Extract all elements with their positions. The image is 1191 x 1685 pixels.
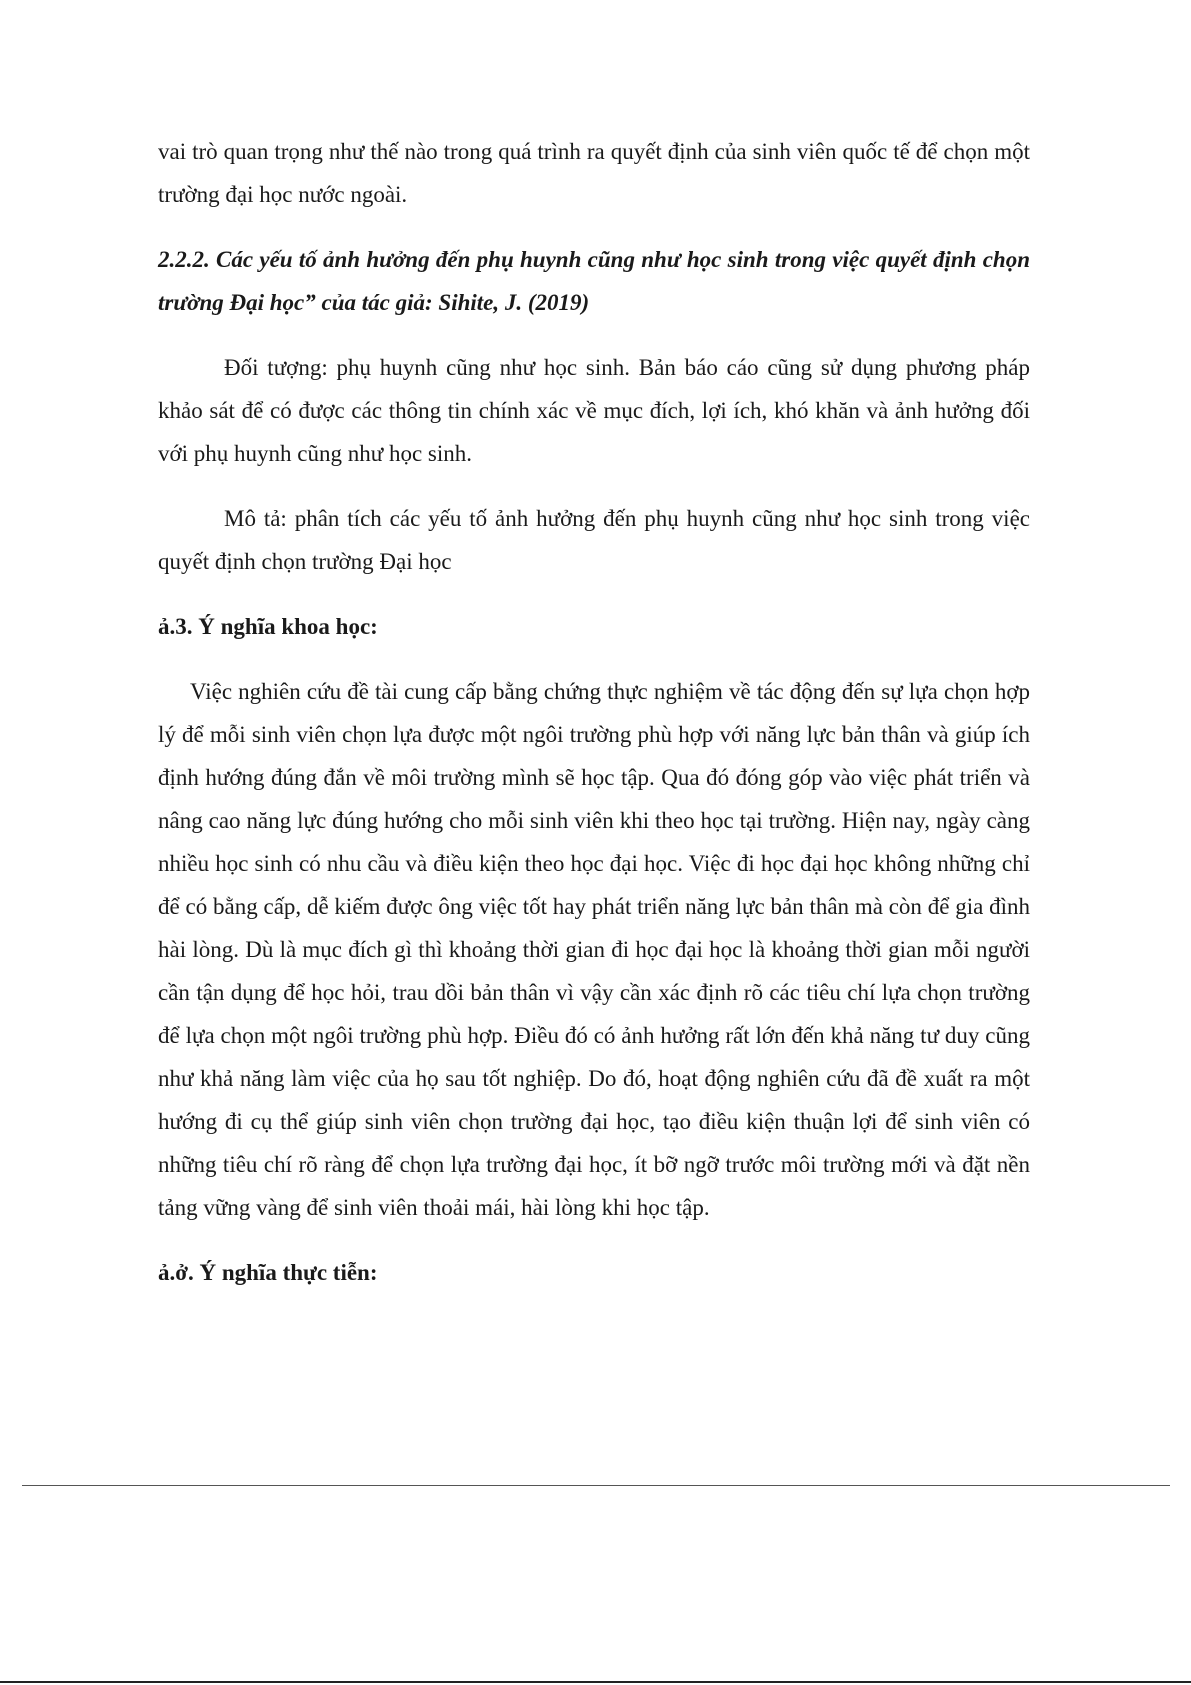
description-paragraph: Mô tả: phân tích các yếu tố ảnh hưởng đến phụ huynh cũng như học sinh trong việc quyết định chọn trường Đại học [158,506,1030,574]
subsection-heading: 2.2.2. Các yếu tố ảnh hưởng đến phụ huynh cũng như học sinh trong việc quyết định chọn trường Đại học” của tác giả: Sihite, J. (2019) [158,247,1030,315]
document-page [158,130,1030,1294]
practical-significance-heading: ả.ở. Ý nghĩa thực tiễn: [158,1260,378,1285]
scientific-significance-paragraph: Việc nghiên cứu đề tài cung cấp bằng chứng thực nghiệm về tác động đến sự lựa chọn hợp lý để mỗi sinh viên chọn lựa được một ngôi trường phù hợp với năng lực bản thân và giúp ích định hướng đúng đắn về môi trường mình sẽ học tập. Qua đó đóng góp vào việc phát triển và nâng cao năng lực đúng hướng cho mỗi sinh viên khi theo học tại trường. Hiện nay, ngày càng nhiều học sinh có nhu cầu và điều kiện theo học đại học. Việc đi học đại học không những chỉ để có bằng cấp, dễ kiếm được ông việc tốt hay phát triển năng lực bản thân mà còn để gia đình hài lòng. Dù là mục đích gì thì khoảng thời gian đi học đại học là khoảng thời gian mỗi người cần tận dụng để học hỏi, trau dồi bản thân vì vậy cần xác định rõ các tiêu chí lựa chọn trường để lựa chọn một ngôi trường phù hợp. Điều đó có ảnh hưởng rất lớn đến khả năng tư duy cũng như khả năng làm việc của họ sau tốt nghiệp. Do đó, hoạt động nghiên cứu đã đề xuất ra một hướng đi cụ thể giúp sinh viên chọn trường đại học, tạo điều kiện thuận lợi để sinh viên có những tiêu chí rõ ràng để chọn lựa trường đại học, ít bỡ ngỡ trước môi trường mới và đặt nền tảng vững vàng để sinh viên thoải mái, hài lòng khi học tập. [158,679,1030,1220]
page-bottom-edge [0,1681,1191,1683]
scientific-significance-heading: ả.3. Ý nghĩa khoa học: [158,614,378,639]
subject-paragraph: Đối tượng: phụ huynh cũng như học sinh. Bản báo cáo cũng sử dụng phương pháp khảo sát để có được các thông tin chính xác về mục đích, lợi ích, khó khăn và ảnh hưởng đối với phụ huynh cũng như học sinh. [158,355,1030,466]
page-divider [22,1485,1170,1486]
intro-paragraph: vai trò quan trọng như thế nào trong quá trình ra quyết định của sinh viên quốc tế để chọn một trường đại học nước ngoài. [158,139,1030,207]
